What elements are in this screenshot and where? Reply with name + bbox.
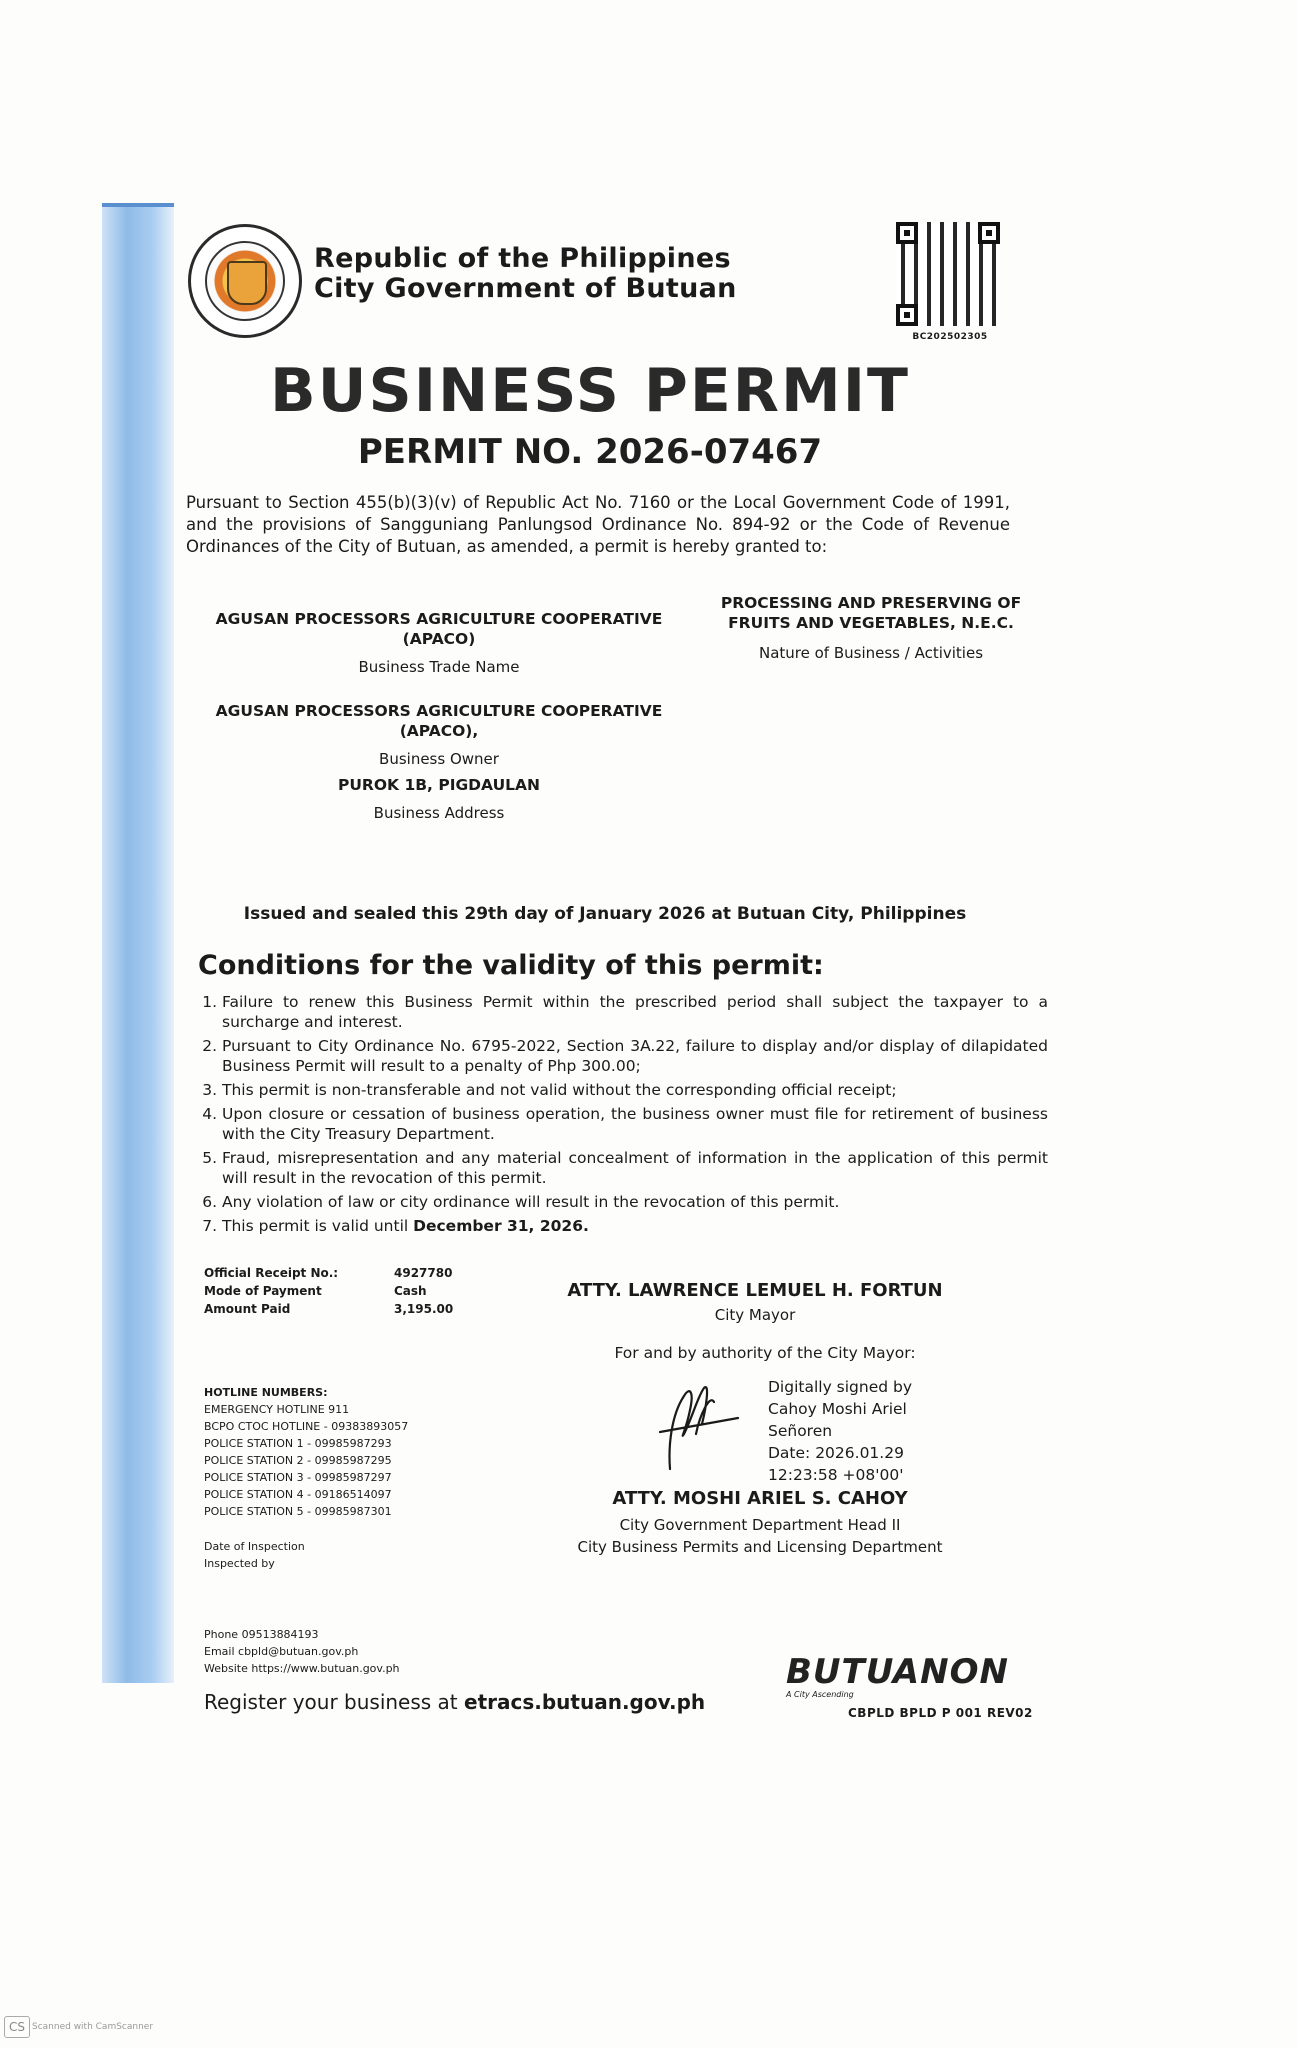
preamble: Pursuant to Section 455(b)(3)(v) of Republic Act No. 7160 or the Local Government Code of 1991, and the provisions of Sangguniang Panlungsod Ordinance No. 894-92 or the Code of Revenue Ordinances of the City of Butuan, as amended, a permit is hereby granted to:: [186, 493, 1010, 556]
payment-values: [394, 1264, 453, 1318]
trade-name-line2: (APACO): [402, 630, 476, 648]
inspection-date-label: Date of Inspection: [204, 1540, 305, 1553]
digital-signature-line: 12:23:58 +08'00': [768, 1466, 904, 1484]
trade-name-caption: Business Trade Name: [358, 658, 520, 676]
owner-line2: (APACO),: [399, 722, 479, 740]
mayor-title: City Mayor: [714, 1306, 796, 1324]
hotline-line: POLICE STATION 2 - 09985987295: [204, 1454, 392, 1467]
issued-statement: Issued and sealed this 29th day of January 2026 at Butuan City, Philippines: [243, 904, 967, 924]
hotline-line: EMERGENCY HOTLINE 911: [204, 1403, 350, 1416]
condition-item: [222, 1216, 1048, 1236]
hotline-block: [204, 1384, 408, 1520]
scanner-watermark: Scanned with CamScanner: [32, 2022, 154, 2032]
authority-line: For and by authority of the City Mayor:: [614, 1344, 916, 1362]
contact-phone: Phone 09513884193: [204, 1628, 319, 1641]
contact-block: [204, 1626, 400, 1677]
condition-item: 6. Any violation of law or city ordinance will result in the revocation of this permit.: [222, 1192, 1048, 1212]
hotline-line: BCPO CTOC HOTLINE - 09383893057: [204, 1420, 409, 1433]
contact-email: Email cbpld@butuan.gov.ph: [204, 1645, 359, 1658]
digital-signature-line: Señoren: [768, 1422, 833, 1440]
hotline-line: POLICE STATION 3 - 09985987297: [204, 1471, 392, 1484]
receipt-label: Official Receipt No.:: [204, 1266, 339, 1280]
condition-item: 4. Upon closure or cessation of business operation, the business owner must file for retirement of business with the City Treasury Department.: [222, 1104, 1048, 1144]
republic-line: Republic of the Philippines: [314, 243, 731, 274]
butuanon-logo: BUTUANON: [786, 1652, 1009, 1692]
issuer-heading: [314, 244, 737, 304]
condition-item: 5. Fraud, misrepresentation and any material concealment of information in the application of this permit will result in the revocation of this permit.: [222, 1148, 1048, 1188]
hotline-line: POLICE STATION 4 - 09186514097: [204, 1488, 392, 1501]
nature-line2: FRUITS AND VEGETABLES, N.E.C.: [728, 614, 1014, 632]
strip-top-edge: [102, 203, 174, 207]
form-code: CBPLD BPLD P 001 REV02: [848, 1706, 1033, 1720]
register-site: etracs.butuan.gov.ph: [464, 1690, 706, 1714]
amount-label: Amount Paid: [204, 1302, 291, 1316]
digital-signature-line: Digitally signed by: [768, 1378, 913, 1396]
handwritten-signature-icon: [640, 1374, 750, 1474]
hotline-heading: HOTLINE NUMBERS:: [204, 1386, 328, 1399]
conditions-title: Conditions for the validity of this permit:: [198, 950, 824, 981]
hotline-line: POLICE STATION 1 - 09985987293: [204, 1437, 392, 1450]
city-government-line: City Government of Butuan: [314, 273, 737, 304]
nature-line1: PROCESSING AND PRESERVING OF: [720, 594, 1022, 612]
head-title-line2: City Business Permits and Licensing Department: [577, 1538, 943, 1556]
qr-code-icon: [896, 222, 1000, 326]
document-title: BUSINESS PERMIT: [270, 356, 910, 426]
condition-item: 2. Pursuant to City Ordinance No. 6795-2022, Section 3A.22, failure to display and/or display of dilapidated Business Permit will result to a penalty of Php 300.00;: [222, 1036, 1048, 1076]
digital-signature-line: Cahoy Moshi Ariel: [768, 1400, 907, 1418]
digital-signature-line: Date: 2026.01.29: [768, 1444, 904, 1462]
conditions-list: [194, 992, 1048, 1240]
owner-caption: Business Owner: [379, 750, 499, 768]
amount-value: 3,195.00: [394, 1302, 454, 1316]
condition-item: 3. This permit is non-transferable and not valid without the corresponding official receipt;: [222, 1080, 1048, 1100]
owner-line1: AGUSAN PROCESSORS AGRICULTURE COOPERATIVE: [215, 702, 663, 720]
camscanner-logo-icon: CS: [4, 2016, 30, 2038]
digital-signature-block: [768, 1376, 968, 1486]
hotline-line: POLICE STATION 5 - 09985987301: [204, 1505, 392, 1518]
payment-labels: [204, 1264, 338, 1318]
mode-value: Cash: [394, 1284, 427, 1298]
trade-name-line1: AGUSAN PROCESSORS AGRICULTURE COOPERATIVE: [215, 610, 663, 628]
register-line: [204, 1690, 705, 1714]
inspected-by-label: Inspected by: [204, 1557, 275, 1570]
contact-website: Website https://www.butuan.gov.ph: [204, 1662, 400, 1675]
department-head-name: ATTY. MOSHI ARIEL S. CAHOY: [612, 1488, 908, 1509]
mayor-name: ATTY. LAWRENCE LEMUEL H. FORTUN: [567, 1280, 943, 1301]
head-title-line1: City Government Department Head II: [619, 1516, 901, 1534]
validity-date: December 31, 2026.: [413, 1217, 589, 1235]
inspection-block: [204, 1538, 305, 1572]
nature-of-business: [706, 594, 1036, 662]
nature-caption: Nature of Business / Activities: [758, 644, 984, 662]
register-prefix: Register your business at: [204, 1690, 465, 1714]
business-details: [196, 610, 682, 822]
mode-label: Mode of Payment: [204, 1284, 322, 1298]
receipt-value: 4927780: [394, 1266, 453, 1280]
qr-code-text: BC202502305: [912, 332, 988, 342]
city-seal-icon: [188, 224, 302, 338]
condition-item: 1. Failure to renew this Business Permit within the prescribed period shall subject the taxpayer to a surcharge and interest.: [222, 992, 1048, 1032]
department-head-title: [560, 1514, 960, 1558]
business-address: PUROK 1B, PIGDAULAN: [337, 776, 540, 794]
butuanon-tagline: A City Ascending: [786, 1690, 854, 1699]
permit-number: PERMIT NO. 2026-07467: [357, 432, 823, 472]
validity-prefix: This permit is valid until: [222, 1217, 414, 1235]
address-caption: Business Address: [373, 804, 505, 822]
